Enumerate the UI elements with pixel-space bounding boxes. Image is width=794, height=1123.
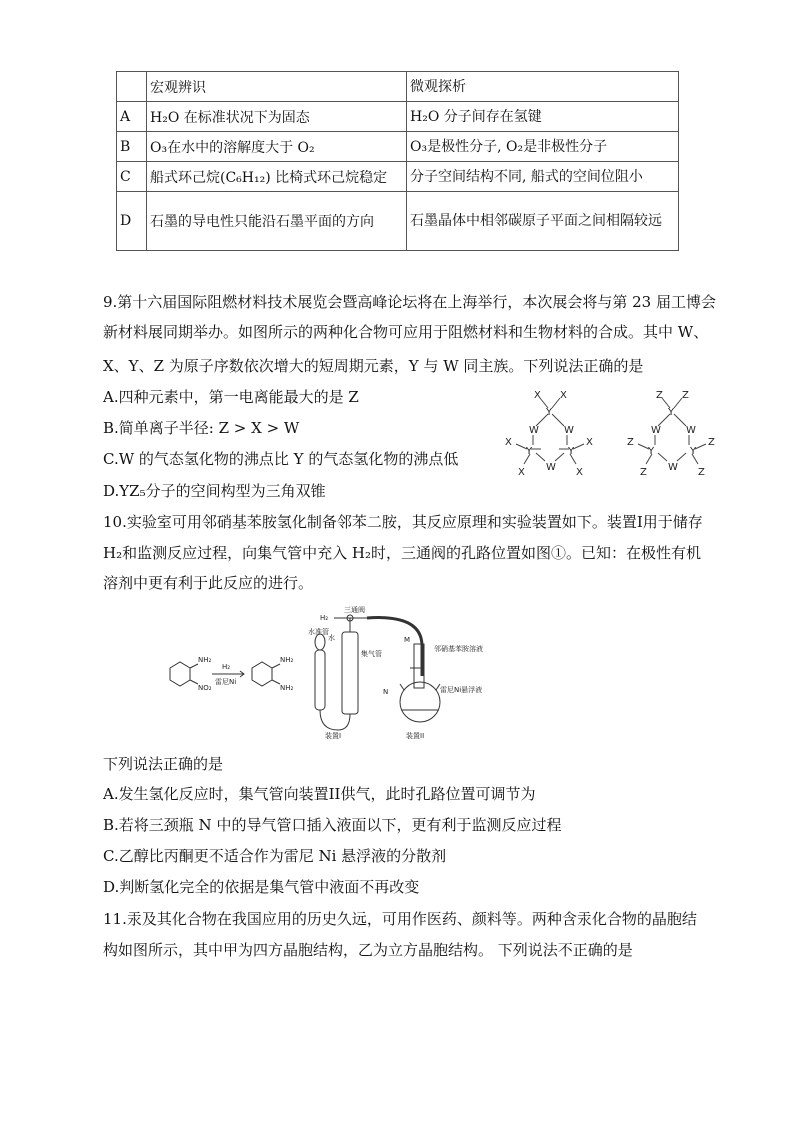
- q11-text-line: 11.汞及其化合物在我国应用的历史久远，可用作医药、颜料等。两种含汞化合物的晶胞结: [103, 910, 697, 928]
- q10-text-line: H₂和监测反应过程，向集气管中充入 H₂时，三通阀的孔路位置如图①。已知：在极性有机: [103, 544, 701, 562]
- q9-option-a: A.四种元素中，第一电离能最大的是 Z: [103, 388, 359, 406]
- table-header-row: [117, 72, 679, 102]
- table-row: [117, 102, 679, 132]
- q10-option-b: B.若将三颈瓶 N 中的导气管口插入液面以下，更有利于监测反应过程: [103, 816, 562, 834]
- q10-option-c: C.乙醇比丙酮更不适合作为雷尼 Ni 悬浮液的分散剂: [103, 847, 447, 865]
- row-label: C: [117, 162, 147, 192]
- reactant-group-nh2: NH₂: [198, 656, 212, 664]
- three-way-valve-label: 三通阀: [344, 606, 365, 614]
- table-header-macro: 宏观辨识: [147, 72, 407, 102]
- atom-x: X: [586, 437, 593, 448]
- table-row: [117, 132, 679, 162]
- q9-text-line: 9.第十六届国际阻燃材料技术展览会暨高峰论坛将在上海举行，本次展会将与第 23 届工博会: [103, 293, 716, 311]
- atom-z: Z: [682, 390, 689, 401]
- table-header-micro: 微观探析: [407, 72, 679, 102]
- x-molecule: [505, 390, 593, 478]
- reagent-raney-ni: 雷尼Ni: [215, 678, 237, 686]
- atom-w: W: [651, 425, 661, 436]
- q9-text-line: X、Y、Z 为原子序数依次增大的短周期元素，Y 与 W 同主族。下列说法正确的是: [103, 357, 644, 375]
- atom-w: W: [529, 425, 539, 436]
- q9-text-line: 新材料展同期举办。如图所示的两种化合物可应用于阻燃材料和生物材料的合成。其中 W、: [103, 323, 709, 341]
- q9-option-d: D.YZ₅分子的空间构型为三角双锥: [103, 482, 326, 500]
- product-benzene-ring: [252, 662, 272, 686]
- atom-x: X: [518, 467, 525, 478]
- atom-y: Y: [668, 407, 675, 418]
- atom-z: Z: [640, 467, 647, 478]
- gas-tube-label: 集气管: [361, 650, 382, 658]
- z-molecule: [627, 390, 715, 478]
- q11-text-line: 构如图所示，其中甲为四方晶胞结构，乙为立方晶胞结构。 下列说法不正确的是: [103, 941, 633, 959]
- row-label: B: [117, 132, 147, 162]
- row-label: A: [117, 102, 147, 132]
- raney-ni-label: 雷尼Ni悬浮液: [440, 686, 483, 694]
- q10-option-a: A.发生氢化反应时，集气管向装置II供气，此时孔路位置可调节为: [103, 785, 536, 803]
- row-macro: 石墨的导电性只能沿石墨平面的方向: [147, 192, 407, 251]
- row-micro: O₃是极性分子, O₂是非极性分子: [407, 132, 679, 162]
- connecting-hose: [320, 710, 350, 730]
- reagent-h2: H₂: [222, 663, 231, 671]
- atom-x: X: [560, 390, 567, 401]
- q10-stem: 下列说法正确的是: [103, 755, 224, 773]
- atom-w: W: [564, 425, 574, 436]
- atom-w: W: [546, 462, 556, 473]
- q9-option-b: B.简单离子半径: Z > X > W: [103, 419, 300, 437]
- product-group-nh2: NH₂: [280, 656, 294, 664]
- atom-w: W: [668, 462, 678, 473]
- atom-y: Y: [546, 407, 553, 418]
- row-macro: O₃在水中的溶解度大于 O₂: [147, 132, 407, 162]
- q8-table: [116, 71, 679, 251]
- atom-y: Y: [568, 446, 575, 457]
- atom-z: Z: [708, 437, 715, 448]
- atom-x: X: [505, 437, 512, 448]
- water-bulb: [315, 634, 325, 650]
- atom-y: Y: [648, 446, 655, 457]
- device1-label: 装置I: [325, 732, 342, 740]
- gas-collecting-tube: [342, 632, 358, 714]
- q9-option-c: C.W 的气态氢化物的沸点比 Y 的气态氢化物的沸点低: [103, 450, 459, 468]
- h2-inlet-label: H₂: [320, 614, 329, 622]
- row-label: D: [117, 192, 147, 251]
- table-cell: [117, 72, 147, 102]
- n-label: N: [383, 688, 389, 696]
- solution-label: 邻硝基苯胺溶液: [434, 645, 483, 653]
- reactant-benzene-ring: [170, 662, 190, 686]
- q10-apparatus-figure: [152, 606, 662, 741]
- atom-y: Y: [690, 446, 697, 457]
- row-micro: 分子空间结构不同, 船式的空间位阻小: [407, 162, 679, 192]
- q10-option-d: D.判断氢化完全的依据是集气管中液面不再改变: [103, 878, 420, 896]
- table-row: [117, 192, 679, 251]
- atom-y: Y: [526, 446, 533, 457]
- atom-w: W: [686, 425, 696, 436]
- product-group-nh2: NH₂: [280, 684, 294, 692]
- water-label: 水: [328, 634, 335, 642]
- device2-label: 装置II: [406, 732, 425, 740]
- q10-text-line: 10.实验室可用邻硝基苯胺氢化制备邻苯二胺，其反应原理和实验装置如下。装置I用于储存: [103, 513, 703, 531]
- atom-x: X: [576, 467, 583, 478]
- water-tube-label: 水准管: [308, 628, 329, 636]
- atom-z: Z: [656, 390, 663, 401]
- row-micro: 石墨晶体中相邻碳原子平面之间相隔较远: [407, 192, 679, 251]
- atom-x: X: [534, 390, 541, 401]
- atom-z: Z: [627, 437, 634, 448]
- row-macro: H₂O 在标准状况下为固态: [147, 102, 407, 132]
- table-row: [117, 162, 679, 192]
- atom-z: Z: [698, 467, 705, 478]
- reactant-group-no2: NO₂: [198, 684, 212, 692]
- water-level-tube: [315, 650, 325, 710]
- row-macro: 船式环己烷(C₆H₁₂) 比椅式环己烷稳定: [147, 162, 407, 192]
- m-label: M: [404, 636, 411, 644]
- q10-text-line: 溶剂中更有利于此反应的进行。: [103, 574, 314, 592]
- q9-molecule-figure: [500, 382, 720, 482]
- row-micro: H₂O 分子间存在氢键: [407, 102, 679, 132]
